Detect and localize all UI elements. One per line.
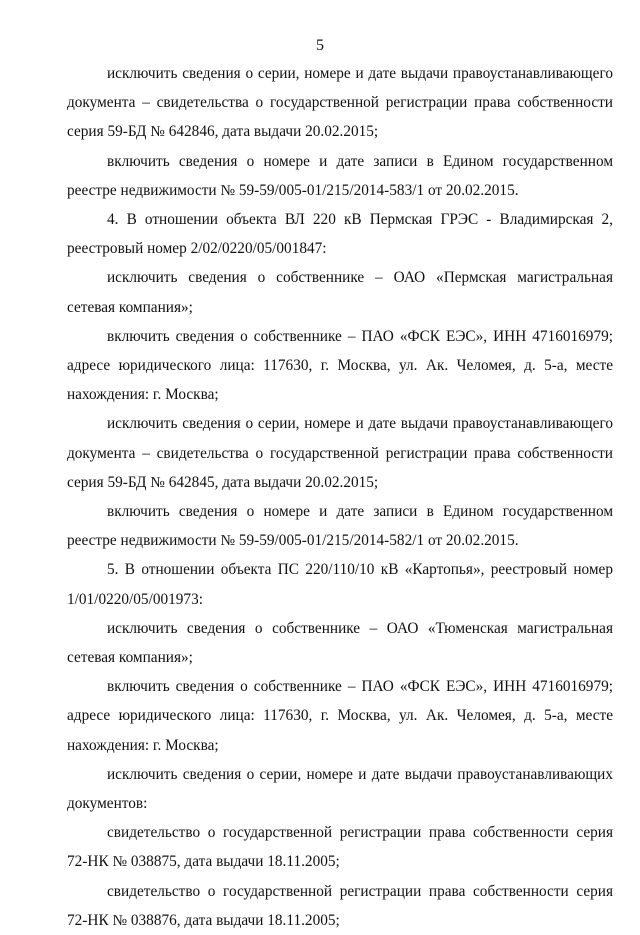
paragraph-exclude-owner-tyumen: исключить сведения о собственнике – ОАО «Тюменская магистральная сетевая компания»; (67, 619, 613, 667)
paragraph-include-record-583: включить сведения о номере и дате записи в Едином государственном реестре недвижимости № 59-59/005-01/215/2014-583/1 от 20.02.2015. (67, 152, 613, 199)
paragraph-exclude-documents: исключить сведения о серии, номере и дате выдачи правоустанавливающих документов: (67, 765, 613, 813)
paragraph-exclude-certificate-642845: исключить сведения о серии, номере и дате выдачи правоустанавливающего документа – свидетельства о государственной регистрации права собственности серия 59-БД № 642845, дата выдачи 20.02.2015; (67, 415, 613, 491)
paragraph-item-5-object: 5. В отношении объекта ПС 220/110/10 кВ «Картопья», реестровый номер 1/01/0220/05/001973: (67, 561, 613, 608)
paragraph-exclude-certificate-642846: исключить сведения о серии, номере и дате выдачи правоустанавливающего документа – свидетельства о государственной регистрации права собственности серия 59-БД № 642846, дата выдачи 20.02.2015; (67, 65, 613, 141)
page-number: 5 (316, 37, 324, 54)
paragraph-include-owner-fsk-2: включить сведения о собственнике – ПАО «ФСК ЕЭС», ИНН 4716016979; адресе юридического лица: 117630, г. Москва, ул. Ак. Челомея, д. 5-а, месте нахождения: г. Москва; (67, 678, 613, 754)
paragraph-certificate-038875: свидетельство о государственной регистрации права собственности серия 72-НК № 038875, дата выдачи 18.11.2005; (67, 824, 613, 871)
paragraph-item-4-object: 4. В отношении объекта ВЛ 220 кВ Пермская ГРЭС - Владимирская 2, реестровый номер 2/02/0220/05/001847: (67, 211, 613, 258)
paragraph-include-record-582: включить сведения о номере и дате записи в Едином государственном реестре недвижимости № 59-59/005-01/215/2014-582/1 от 20.02.2015. (67, 503, 613, 550)
document-body (67, 59, 613, 935)
paragraph-include-owner-fsk-1: включить сведения о собственнике – ПАО «ФСК ЕЭС», ИНН 4716016979; адресе юридического лица: 117630, г. Москва, ул. Ак. Челомея, д. 5-а, месте нахождения: г. Москва; (67, 327, 613, 404)
paragraph-certificate-038876: свидетельство о государственной регистрации права собственности серия 72-НК № 038876, дата выдачи 18.11.2005; (67, 882, 613, 929)
paragraph-exclude-owner-perm: исключить сведения о собственнике – ОАО «Пермская магистральная сетевая компания»; (67, 269, 613, 316)
